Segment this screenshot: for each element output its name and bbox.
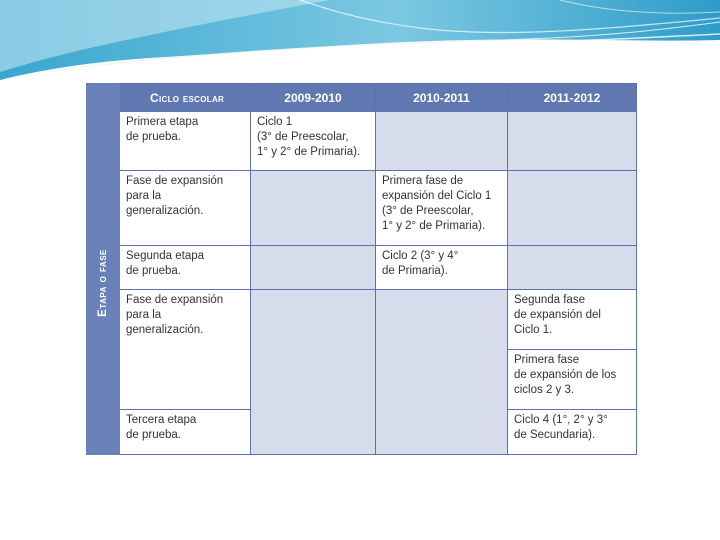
empty-cell [376,112,508,171]
timeline-table-container [86,83,636,453]
header-year-2: 2010-2011 [376,84,508,112]
cell-2011-2012: Ciclo 4 (1°, 2° y 3° de Secundaria). [508,410,637,455]
cell-2011-2012: Primera fase de expansión de los ciclos 2 y 3. [508,350,637,410]
stage-cell: Primera etapa de prueba. [120,112,251,171]
cell-2011-2012: Segunda fase de expansión del Ciclo 1. [508,290,637,350]
header-corner [87,84,120,112]
empty-cell [508,171,637,246]
empty-cell [251,171,376,246]
table-row [87,246,637,290]
table-row [87,290,637,350]
header-row [87,84,637,112]
cell-2010-2011: Ciclo 2 (3° y 4° de Primaria). [376,246,508,290]
empty-cell [376,290,508,455]
cell-2010-2011: Primera fase de expansión del Ciclo 1 (3° de Preescolar, 1° y 2° de Primaria). [376,171,508,246]
header-year-3: 2011-2012 [508,84,637,112]
top-wave-decoration [0,0,720,90]
side-label: Etapa o fase [97,249,109,317]
empty-cell [508,246,637,290]
table-row [87,112,637,171]
empty-cell [508,112,637,171]
stage-cell: Fase de expansión para la generalización. [120,171,251,246]
timeline-table [86,83,637,455]
empty-cell [251,246,376,290]
stage-cell: Tercera etapa de prueba. [120,410,251,455]
side-label-cell [87,112,120,455]
cell-2009-2010: Ciclo 1 (3° de Preescolar, 1° y 2° de Primaria). [251,112,376,171]
header-year-1: 2009-2010 [251,84,376,112]
empty-cell [251,290,376,455]
header-ciclo-escolar: Ciclo escolar [120,84,251,112]
table-row [87,171,637,246]
stage-cell: Fase de expansión para la generalización. [120,290,251,410]
stage-cell: Segunda etapa de prueba. [120,246,251,290]
